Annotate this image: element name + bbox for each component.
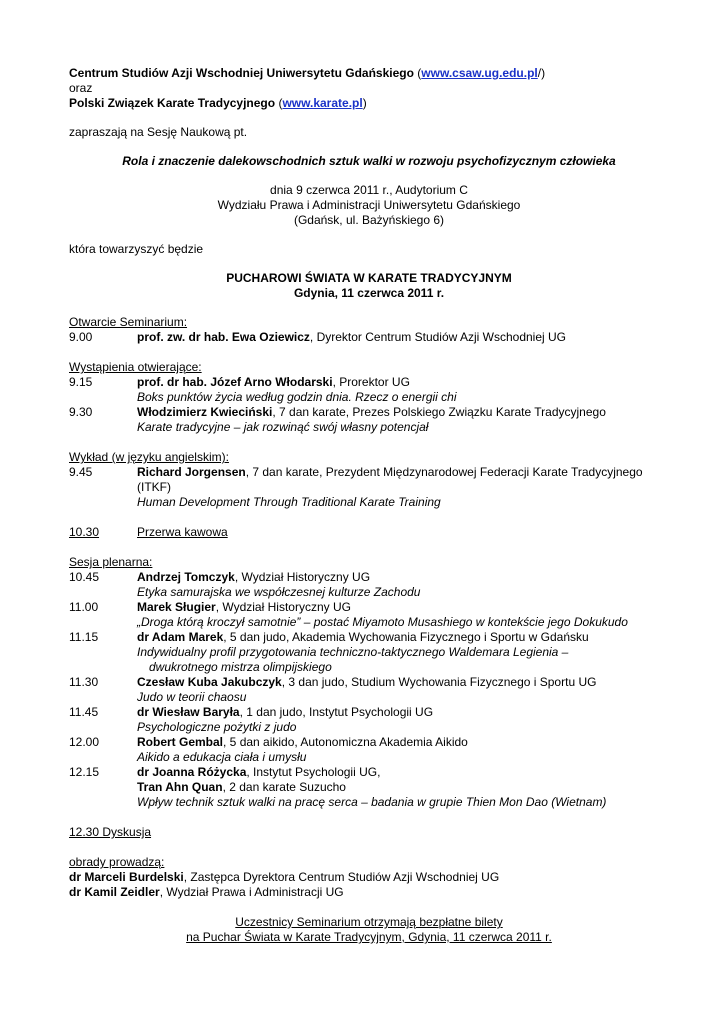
- talk-topic-cont: dwukrotnego mistrza olimpijskiego: [149, 660, 332, 674]
- agenda-time: 9.30: [69, 405, 93, 419]
- csaw-link[interactable]: www.csaw.ug.edu.pl: [421, 66, 538, 80]
- speaker-name: prof. zw. dr hab. Ewa Oziewicz: [137, 330, 310, 344]
- break-label: Przerwa kawowa: [137, 525, 228, 539]
- agenda-item: [69, 405, 669, 435]
- speaker-role: , 7 dan karate, Prezydent Międzynarodowej Federacji Karate Tradycyjnego: [245, 465, 643, 479]
- plenary-heading: Sesja plenarna:: [69, 555, 153, 569]
- speaker-role: , 7 dan karate, Prezes Polskiego Związku Karate Tradycyjnego: [272, 405, 606, 419]
- invitation-document: [69, 66, 669, 945]
- agenda-time: 9.45: [69, 465, 93, 479]
- speaker-name: dr Wiesław Baryła: [137, 705, 240, 719]
- venue-faculty: Wydziału Prawa i Administracji Uniwersytetu Gdańskiego: [217, 198, 521, 212]
- agenda-time: 12.15: [69, 765, 100, 779]
- cup-title: PUCHAROWI ŚWIATA W KARATE TRADYCYJNYM: [226, 271, 512, 285]
- speaker-role: , 1 dan judo, Instytut Psychologii UG: [239, 705, 434, 719]
- speaker-role: , Instytut Psychologii UG,: [246, 765, 381, 779]
- talk-topic: Psychologiczne pożytki z judo: [137, 720, 297, 734]
- moderator-name: dr Kamil Zeidler: [69, 885, 160, 899]
- organizer-line-1: Centrum Studiów Azji Wschodniej Uniwersytetu Gdańskiego (www.csaw.ug.edu.pl/): [69, 66, 546, 80]
- agenda-item: [69, 570, 669, 600]
- speaker-role-2: , 2 dan karate Suzucho: [222, 780, 346, 794]
- agenda-item: [69, 465, 669, 510]
- speaker-name: prof. dr hab. Józef Arno Włodarski: [137, 375, 333, 389]
- organizer-2-name: Polski Związek Karate Tradycyjnego: [69, 96, 276, 110]
- moderator: [69, 885, 669, 900]
- agenda-item: [69, 765, 669, 810]
- speaker-role: , Prorektor UG: [332, 375, 410, 389]
- moderators-heading: obrady prowadzą:: [69, 855, 165, 869]
- footer-line-1: Uczestnicy Seminarium otrzymają bezpłatne bilety: [235, 915, 503, 929]
- talk-topic: Boks punktów życia według godzin dnia. Rzecz o energii chi: [137, 390, 457, 404]
- moderator-role: , Wydział Prawa i Administracji UG: [159, 885, 344, 899]
- agenda-item: [69, 735, 669, 765]
- agenda-item: [69, 675, 669, 705]
- speaker-name: dr Adam Marek: [137, 630, 224, 644]
- organizer-line-2: Polski Związek Karate Tradycyjnego (www.karate.pl): [69, 96, 367, 110]
- speaker-name: Richard Jorgensen: [137, 465, 246, 479]
- invite-text: zapraszają na Sesję Naukową pt.: [69, 125, 248, 139]
- karate-link[interactable]: www.karate.pl: [282, 96, 363, 110]
- agenda-time: 11.00: [69, 600, 99, 614]
- agenda-item: [69, 705, 669, 735]
- agenda-time: 9.15: [69, 375, 93, 389]
- organizer-1-name: Centrum Studiów Azji Wschodniej Uniwersytetu Gdańskiego: [69, 66, 414, 80]
- talk-topic: Aikido a edukacja ciała i umysłu: [137, 750, 307, 764]
- agenda-item: [69, 375, 669, 405]
- oraz-text: oraz: [69, 81, 93, 95]
- speaker-role: , Wydział Historyczny UG: [234, 570, 371, 584]
- speaker-role: , 5 dan judo, Akademia Wychowania Fizycznego i Sportu w Gdańsku: [223, 630, 589, 644]
- speaker-name: dr Joanna Różycka: [137, 765, 247, 779]
- speaker-name: Robert Gembal: [137, 735, 224, 749]
- talk-topic: Judo w teorii chaosu: [137, 690, 247, 704]
- accompany-text: która towarzyszyć będzie: [69, 242, 204, 256]
- agenda-item: [69, 600, 669, 630]
- cup-date: Gdynia, 11 czerwca 2011 r.: [293, 286, 445, 300]
- speaker-name: Włodzimierz Kwieciński: [137, 405, 273, 419]
- speaker-role: , 5 dan aikido, Autonomiczna Akademia Aikido: [223, 735, 468, 749]
- speaker-role: , 3 dan judo, Studium Wychowania Fizycznego i Sportu UG: [281, 675, 597, 689]
- opening-heading: Otwarcie Seminarium:: [69, 315, 188, 329]
- agenda-time: 11.45: [69, 705, 99, 719]
- speaker-name: Marek Sługier: [137, 600, 216, 614]
- agenda-item: [69, 630, 669, 675]
- agenda-time: 10.30: [69, 525, 100, 539]
- moderator-name: dr Marceli Burdelski: [69, 870, 184, 884]
- talk-topic: Indywidualny profil przygotowania techniczno-taktycznego Waldemara Legienia –: [137, 645, 569, 659]
- agenda-item: [69, 330, 669, 345]
- session-title: Rola i znaczenie dalekowschodnich sztuk walki w rozwoju psychofizycznym człowieka: [122, 154, 616, 168]
- speaker-name-2: Tran Ahn Quan: [137, 780, 223, 794]
- moderator-role: , Zastępca Dyrektora Centrum Studiów Azji Wschodniej UG: [183, 870, 500, 884]
- agenda-time: 12.00: [69, 735, 100, 749]
- talk-topic: Human Development Through Traditional Karate Training: [137, 495, 441, 509]
- talk-topic: Karate tradycyjne – jak rozwinąć swój własny potencjał: [137, 420, 429, 434]
- footer-line-2: na Puchar Świata w Karate Tradycyjnym, Gdynia, 11 czerwca 2011 r.: [186, 930, 552, 944]
- speaker-role: , Dyrektor Centrum Studiów Azji Wschodniej UG: [309, 330, 567, 344]
- agenda-time: 9.00: [69, 330, 93, 344]
- venue-date: dnia 9 czerwca 2011 r., Audytorium C: [270, 183, 468, 197]
- venue-address: (Gdańsk, ul. Bażyńskiego 6): [293, 213, 445, 227]
- intro-heading: Wystąpienia otwierające:: [69, 360, 202, 374]
- speaker-name: Andrzej Tomczyk: [137, 570, 235, 584]
- agenda-time: 11.30: [69, 675, 99, 689]
- agenda-time: 11.15: [69, 630, 99, 644]
- talk-topic: Etyka samurajska we współczesnej kulturze Zachodu: [137, 585, 421, 599]
- speaker-name: Czesław Kuba Jakubczyk: [137, 675, 282, 689]
- talk-topic: Wpływ technik sztuk walki na pracę serca – badania w grupie Thien Mon Dao (Wietnam): [137, 795, 607, 809]
- talk-topic: „Droga którą kroczył samotnie” – postać Miyamoto Musashiego w kontekście jego Dokukudo: [137, 615, 628, 629]
- speaker-role-cont: (ITKF): [137, 480, 171, 494]
- speaker-role: , Wydział Historyczny UG: [215, 600, 351, 614]
- moderator: [69, 870, 669, 885]
- lecture-heading: Wykład (w języku angielskim):: [69, 450, 229, 464]
- discussion: 12.30 Dyskusja: [69, 825, 152, 839]
- agenda-time: 10.45: [69, 570, 100, 584]
- coffee-break: [69, 525, 669, 540]
